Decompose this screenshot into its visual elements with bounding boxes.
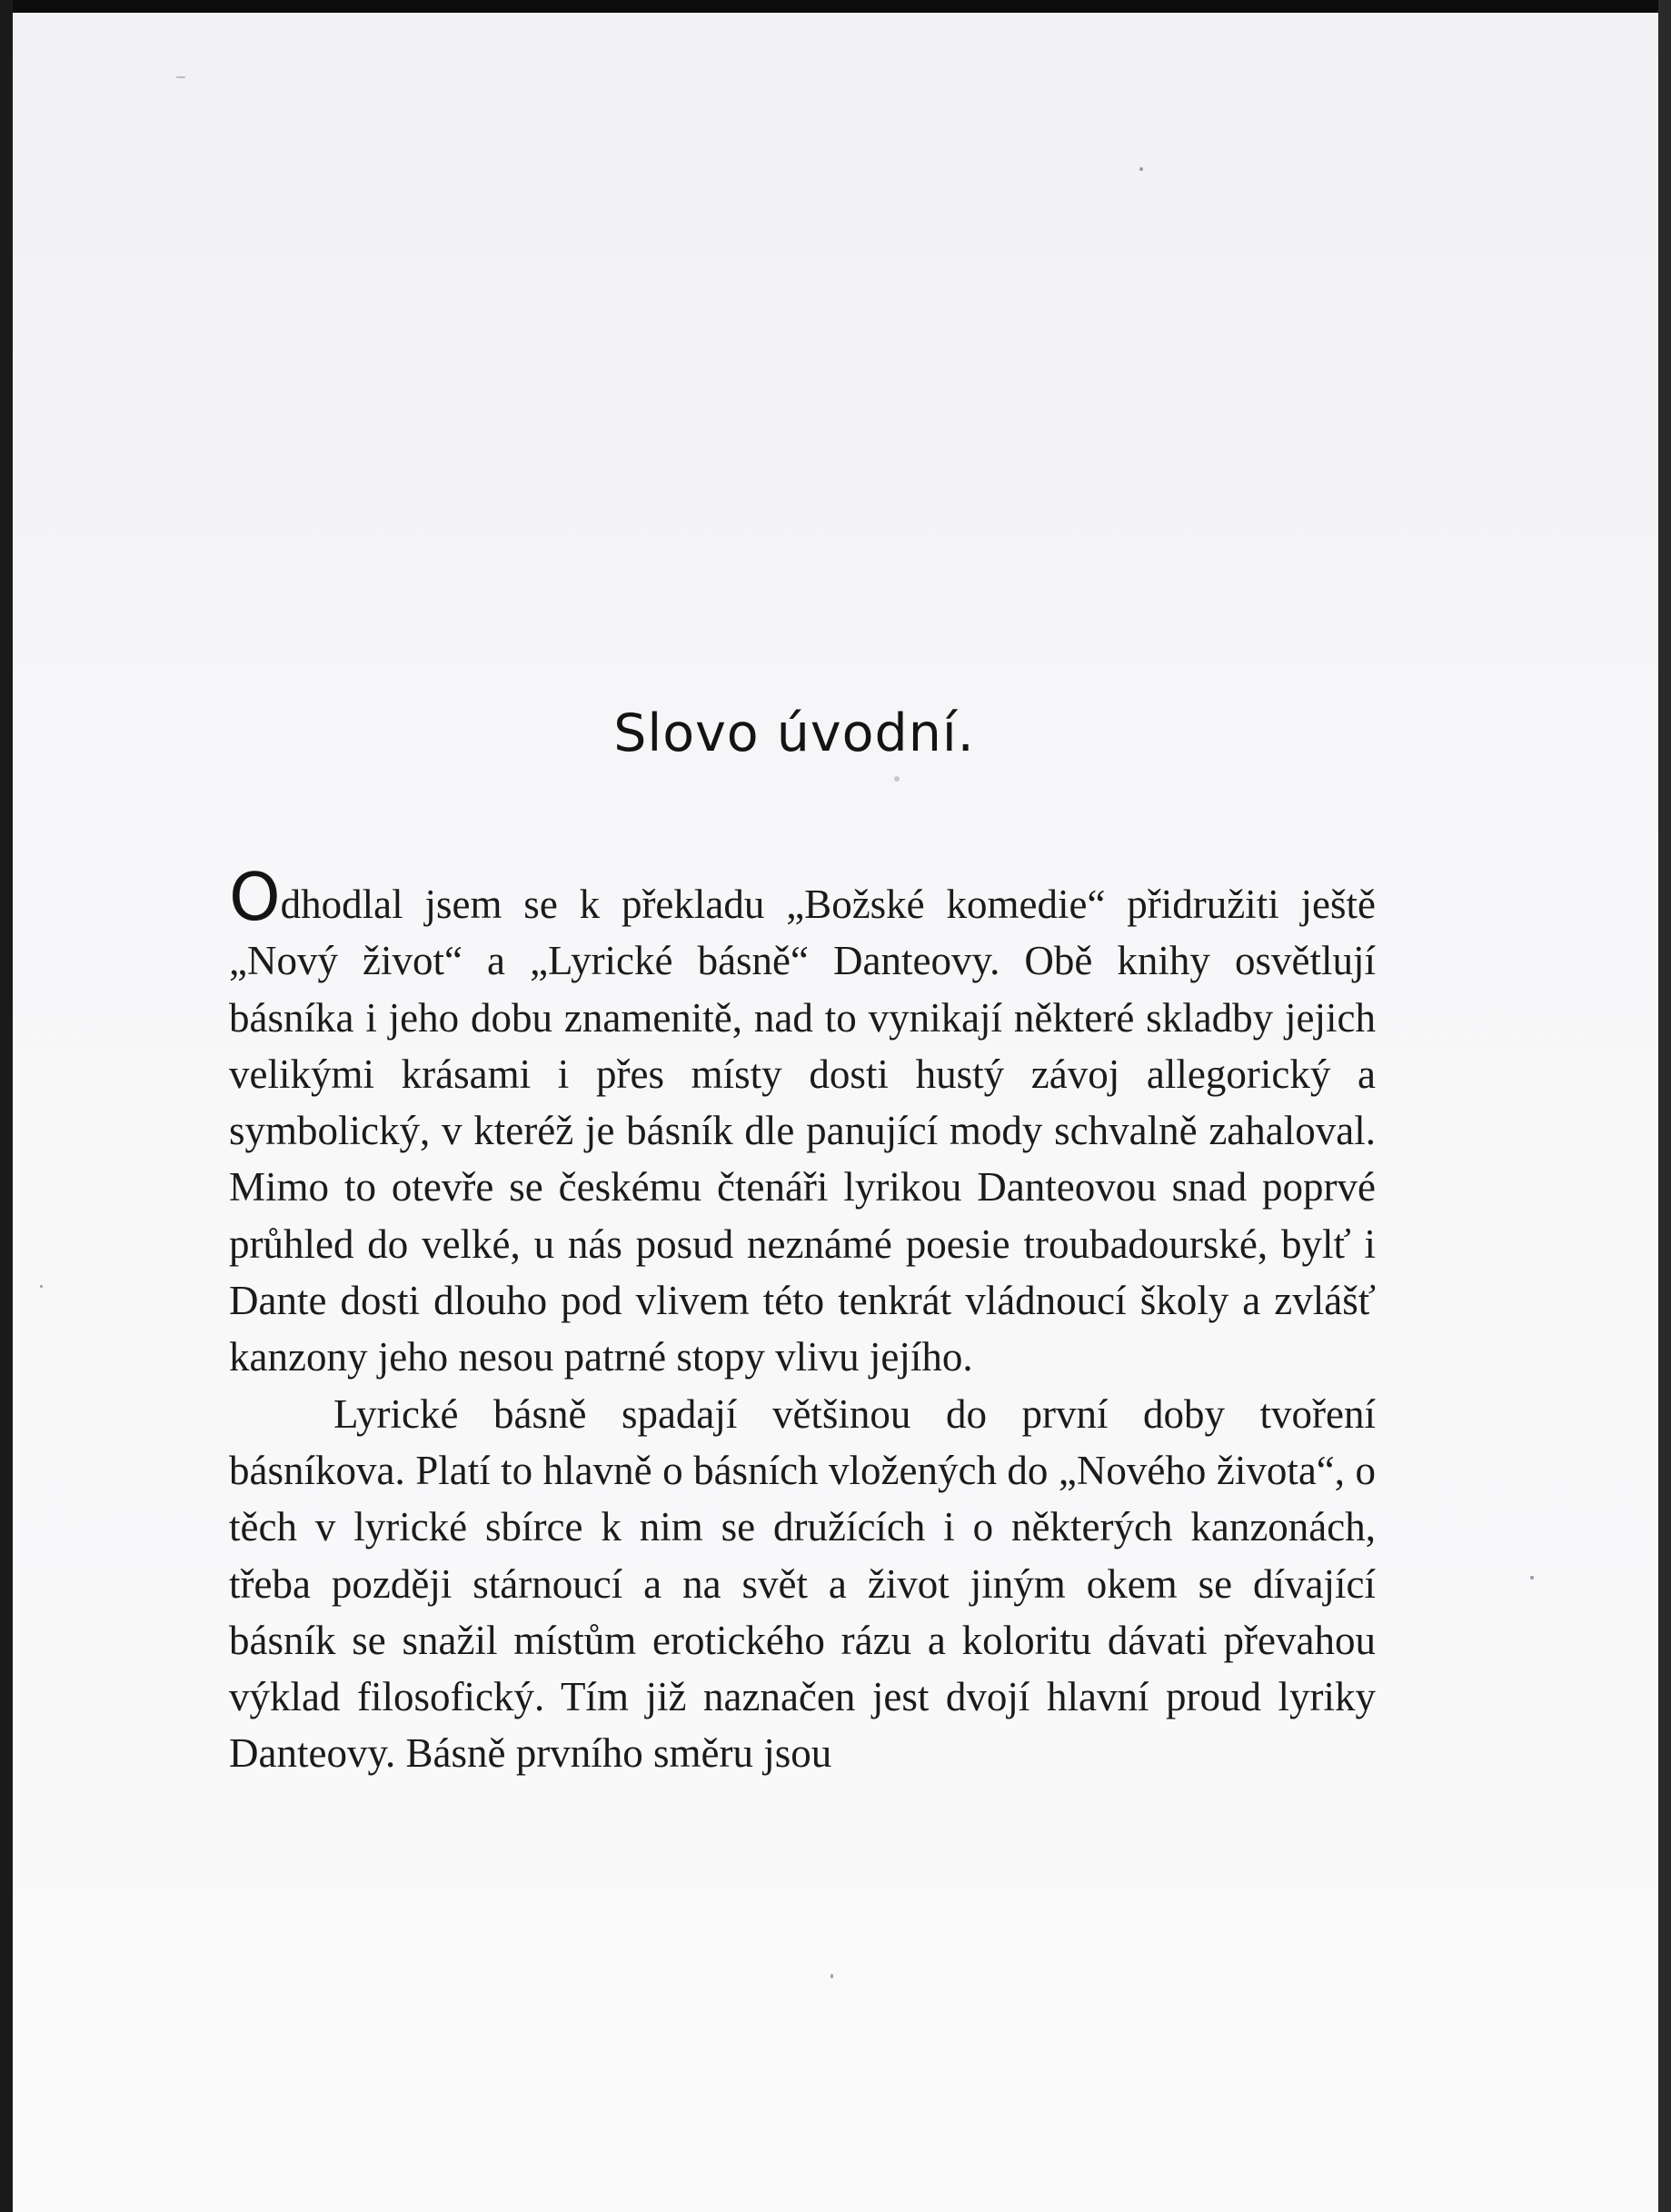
paper-speck (1139, 167, 1143, 171)
paper-speck (40, 1285, 43, 1288)
paragraph-text: dhodlal jsem se k překladu „Božské komedie“ přidružiti ještě „Nový život“ a „Lyrické básně“ Danteovy. Obě knihy osvětlují básníka i jeho dobu znamenitě, nad to vynikají některé skladby jejich velikými krásami i přes místy dosti hustý závoj allegorický a symbolický, v kteréž je básník dle panující mody schvalně zahaloval. Mimo to otevře se českému čtenáři lyrikou Danteovou snad poprvé průhled do velké, u nás posud neznámé poesie troubadourské, bylť i Dante dosti dlouho pod vlivem této tenkrát vládnoucí školy a zvlášť kanzony jeho nesou patrné stopy vlivu jejího. (229, 882, 1376, 1380)
scan-border-left (0, 0, 13, 2212)
paragraph: Lyrické básně spadají většinou do první doby tvoření básníkova. Platí to hlavně o básních vložených do „Nového života“, o těch v lyrické sbírce k nim se družících i o některých kanzonách, třeba později stárnoucí a na svět a život jiným okem se dívající básník se snažil místům erotického rázu a koloritu dávati převahou výklad filosofický. Tím již naznačen jest dvojí hlavní proud lyriky Danteovy. Básně prvního směru jsou (229, 1390, 1376, 1777)
page-title: Slovo úvodní. (613, 703, 975, 763)
drop-cap: O (229, 859, 281, 935)
book-page (13, 13, 1658, 2212)
paragraph (229, 859, 1376, 1386)
scan-border-top (0, 0, 1671, 13)
paper-speck (831, 1974, 833, 1978)
scan-border-right (1658, 0, 1671, 2212)
paper-speck (894, 776, 900, 782)
body-text (229, 859, 1376, 1782)
paper-speck (1530, 1576, 1534, 1579)
paper-speck (176, 76, 185, 78)
